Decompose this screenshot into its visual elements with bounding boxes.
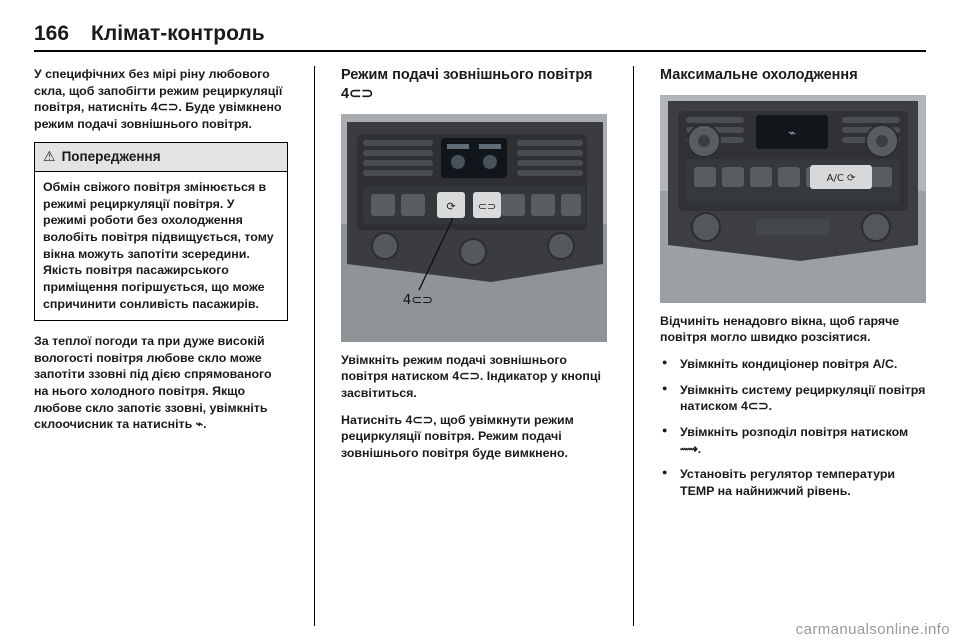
middle-section-heading: Режим подачі зовнішнього повітря 4⊂⊃ (341, 67, 593, 102)
right-paragraph-1: Відчиніть ненадовго вікна, щоб гаряче повітря могло швидко розсіятися. (660, 313, 900, 345)
list-item: ● Увімкніть розподіл повітря натиском ⟿. (660, 424, 926, 457)
right-section-heading: Максимальне охолодження (660, 67, 858, 83)
page-header (34, 22, 926, 52)
figure-recirculation-panel (341, 114, 607, 342)
list-item: ● Увімкніть систему рециркуляції повітря натиском 4⊂⊃. (660, 382, 926, 415)
warning-box (34, 142, 288, 321)
middle-paragraph-2: Натисніть 4⊂⊃, щоб увімкнути режим рециркуляції повітря. Режим подачі зовнішнього повітря буде вимкнено. (341, 412, 574, 460)
right-column (633, 66, 926, 626)
left-second-paragraph: За теплої погоди та при дуже високій вологості повітря любове скло може запотіти ззовні під дією спрямованого на нього холодного повітря. Якщо любове скло запотіє ззовні, увімкніть склоочисник та натисніть ⌁. (34, 334, 272, 432)
list-item: ● Установіть регулятор температури TEMP на найнижчий рівень. (660, 466, 926, 499)
svg-text:⌁: ⌁ (788, 125, 796, 141)
max-cooling-steps (660, 356, 926, 499)
svg-text:A/C ⟳: A/C ⟳ (826, 172, 856, 184)
list-item: ● Увімкніть кондиціонер повітря A/C. (660, 356, 926, 373)
figure-max-cooling-panel (660, 95, 926, 303)
left-intro-paragraph: У специфічних без мірі ріну любового скла, щоб запобігти режим рециркуляції повітря, натисніть 4⊂⊃. Буде увімкнено режим подачі зовнішнього повітря. (34, 67, 283, 131)
middle-paragraph-1: Увімкніть режим подачі зовнішнього повітря натиском 4⊂⊃. Індикатор у кнопці засвітиться. (341, 352, 601, 400)
warning-title: Попередження (61, 149, 161, 165)
page-columns (34, 66, 926, 626)
warning-icon: ⚠ (43, 149, 56, 166)
warning-title-bar (35, 143, 287, 172)
watermark: carmanualsonline.info (795, 621, 950, 638)
page-number: 166 (34, 22, 70, 45)
svg-text:4⊂⊃: 4⊂⊃ (403, 292, 434, 308)
svg-text:⊂⊃: ⊂⊃ (477, 199, 497, 213)
warning-body: Обмін свіжого повітря змінюється в режимі рециркуляції повітря. У режимі роботи без охолодження волобіть повітря підвищується, тому вікна можуть запотіти зсередини. Якість повітря пасажирського приміщення погіршується, що може спричинити сонливість пасажирів. (43, 180, 274, 311)
chapter-title: Клімат-контроль (91, 22, 265, 45)
svg-text:⟳: ⟳ (446, 199, 456, 213)
middle-column (314, 66, 607, 626)
left-column (34, 66, 288, 626)
